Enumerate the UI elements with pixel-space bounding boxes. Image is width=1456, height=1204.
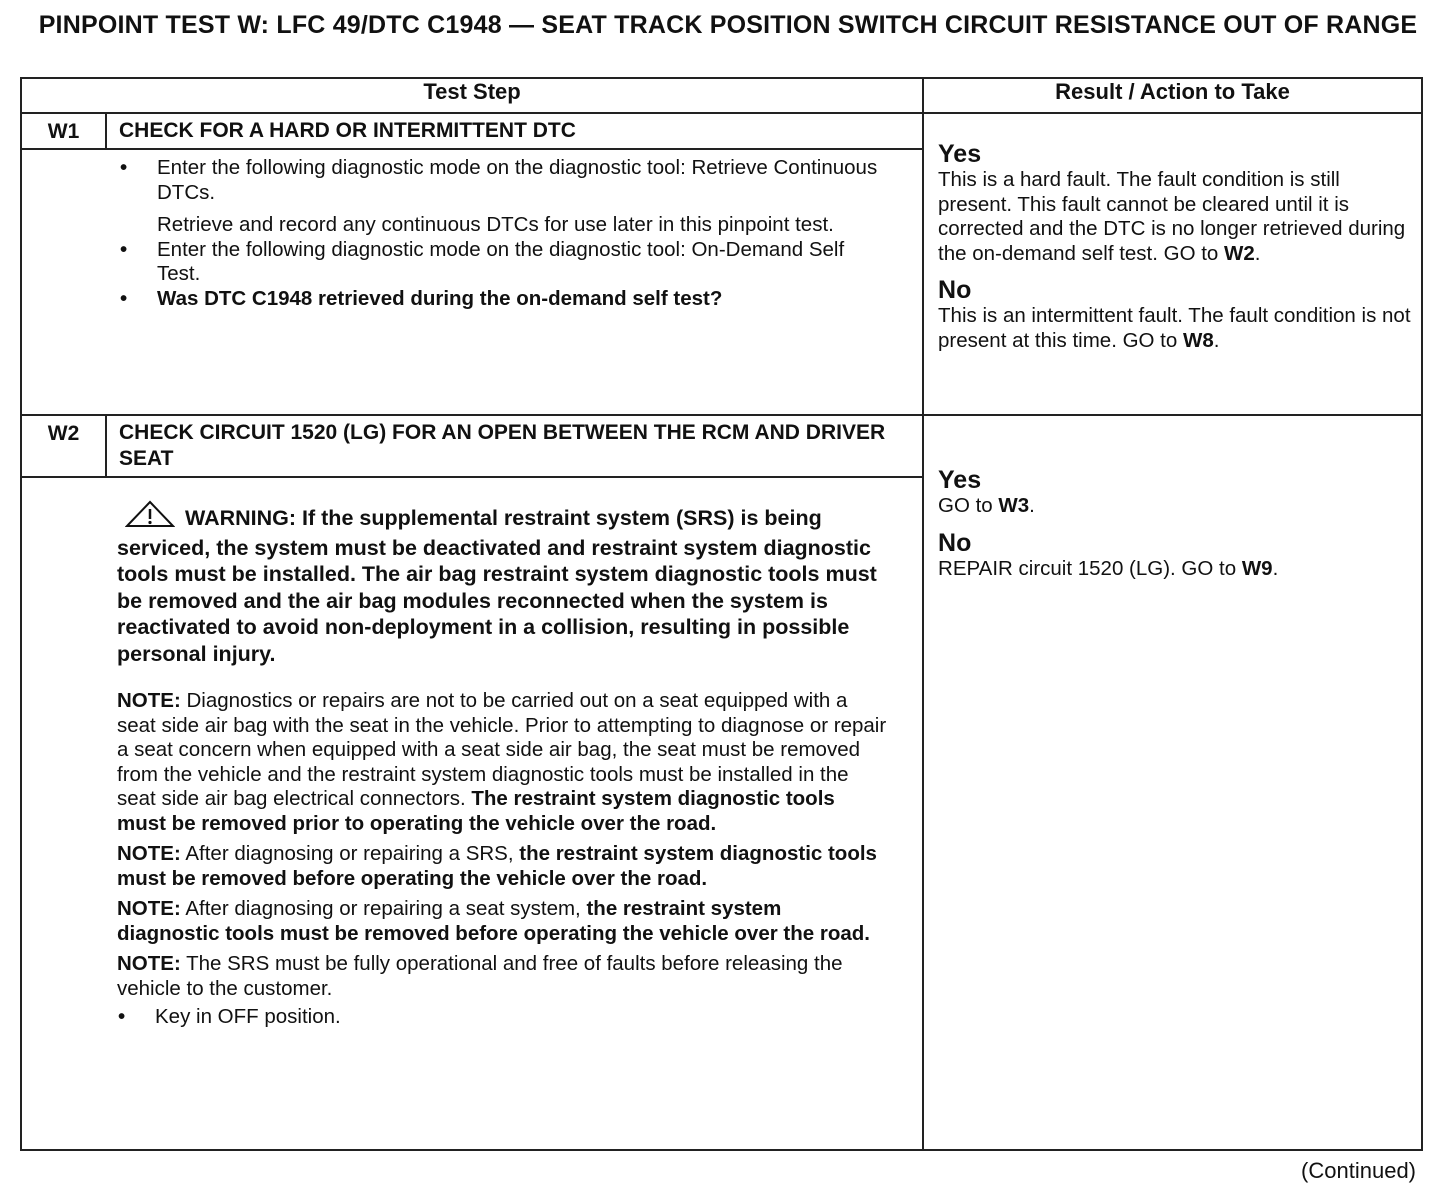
w1-yes-action: This is a hard fault. The fault condition is still present. This fault cannot be cleared until it is corrected and the DTC is no longer retrieved during the on-demand self test. GO to W2. [938,168,1406,265]
w2-yes-label: Yes [938,466,982,494]
w2-no-goto: W9 [1241,556,1273,580]
result-w2 [923,415,1422,1150]
w2-no-label: No [938,528,972,557]
step-title-w2: CHECK CIRCUIT 1520 (LG) FOR AN OPEN BETWEEN THE RCM AND DRIVER SEAT [106,415,923,477]
w1-no-label: No [938,276,972,304]
w1-no-goto: W8 [1182,328,1214,352]
w1-bullet-2: • Enter the following diagnostic mode on the diagnostic tool: On-Demand Self Test. [120,237,845,285]
w1-no-action: This is an intermittent fault. The fault condition is not present at this time. GO to W8. [938,304,1411,352]
pinpoint-test-table [20,77,1423,1151]
step-title-w1: CHECK FOR A HARD OR INTERMITTENT DTC [106,113,923,149]
w1-bullet-3: • Was DTC C1948 retrieved during the on-demand self test? [120,286,723,310]
step-body-w2 [21,477,923,1150]
w2-note-2: NOTE: After diagnosing or repairing a SRS, the restraint system diagnostic tools must be removed before operating the vehicle over the road. [117,842,877,890]
step-w2-title-row [21,415,1422,477]
w1-yes-label: Yes [938,140,982,168]
w1-bullet-1: • Enter the following diagnostic mode on the diagnostic tool: Retrieve Continuous DTCs. [120,156,878,204]
result-w1 [923,113,1422,415]
w2-bullet-1: • Key in OFF position. [118,1005,341,1028]
step-body-w1 [21,149,923,415]
w2-yes-goto: W3 [998,494,1030,517]
header-result: Result / Action to Take [923,78,1422,113]
step-id-w1: W1 [21,113,106,149]
header-test-step: Test Step [21,78,923,113]
table-header-row [21,78,1422,113]
step-w1-title-row [21,113,1422,149]
w1-paragraph-1: Retrieve and record any continuous DTCs for use later in this pinpoint test. [157,213,834,236]
step-id-w2: W2 [21,415,106,477]
page-title: PINPOINT TEST W: LFC 49/DTC C1948 — SEAT TRACK POSITION SWITCH CIRCUIT RESISTANCE OUT OF RANGE [38,11,1418,39]
w2-note-3: NOTE: After diagnosing or repairing a seat system, the restraint system diagnostic tools must be removed before operating the vehicle over the road. [117,897,870,945]
w2-warning: WARNING: If the supplemental restraint system (SRS) is being serviced, the system must be deactivated and restraint system diagnostic tools must be installed. The air bag restraint system diagnostic tools must be removed and the air bag modules reconnected when the system is reactivated to avoid non-deployment in a collision, resulting in possible personal injury. [22,478,922,667]
w2-yes-action: GO to W3. [938,494,1035,517]
warning-triangle-icon [125,500,175,535]
w2-note-4: NOTE: The SRS must be fully operational and free of faults before releasing the vehicle to the customer. [117,952,843,1000]
w2-note-1: NOTE: Diagnostics or repairs are not to be carried out on a seat equipped with a seat side air bag with the seat in the vehicle. Prior to attempting to diagnose or repair a seat concern when equipped with a seat side air bag, the seat must be removed from the vehicle and the restraint system diagnostic tools must be installed in the seat side air bag electrical connectors. The restraint system diagnostic tools must be removed prior to operating the vehicle over the road. [117,689,887,835]
w1-yes-goto: W2 [1224,241,1255,265]
continued-label: (Continued) [1301,1158,1416,1183]
w2-no-action: REPAIR circuit 1520 (LG). GO to W9. [938,556,1279,580]
